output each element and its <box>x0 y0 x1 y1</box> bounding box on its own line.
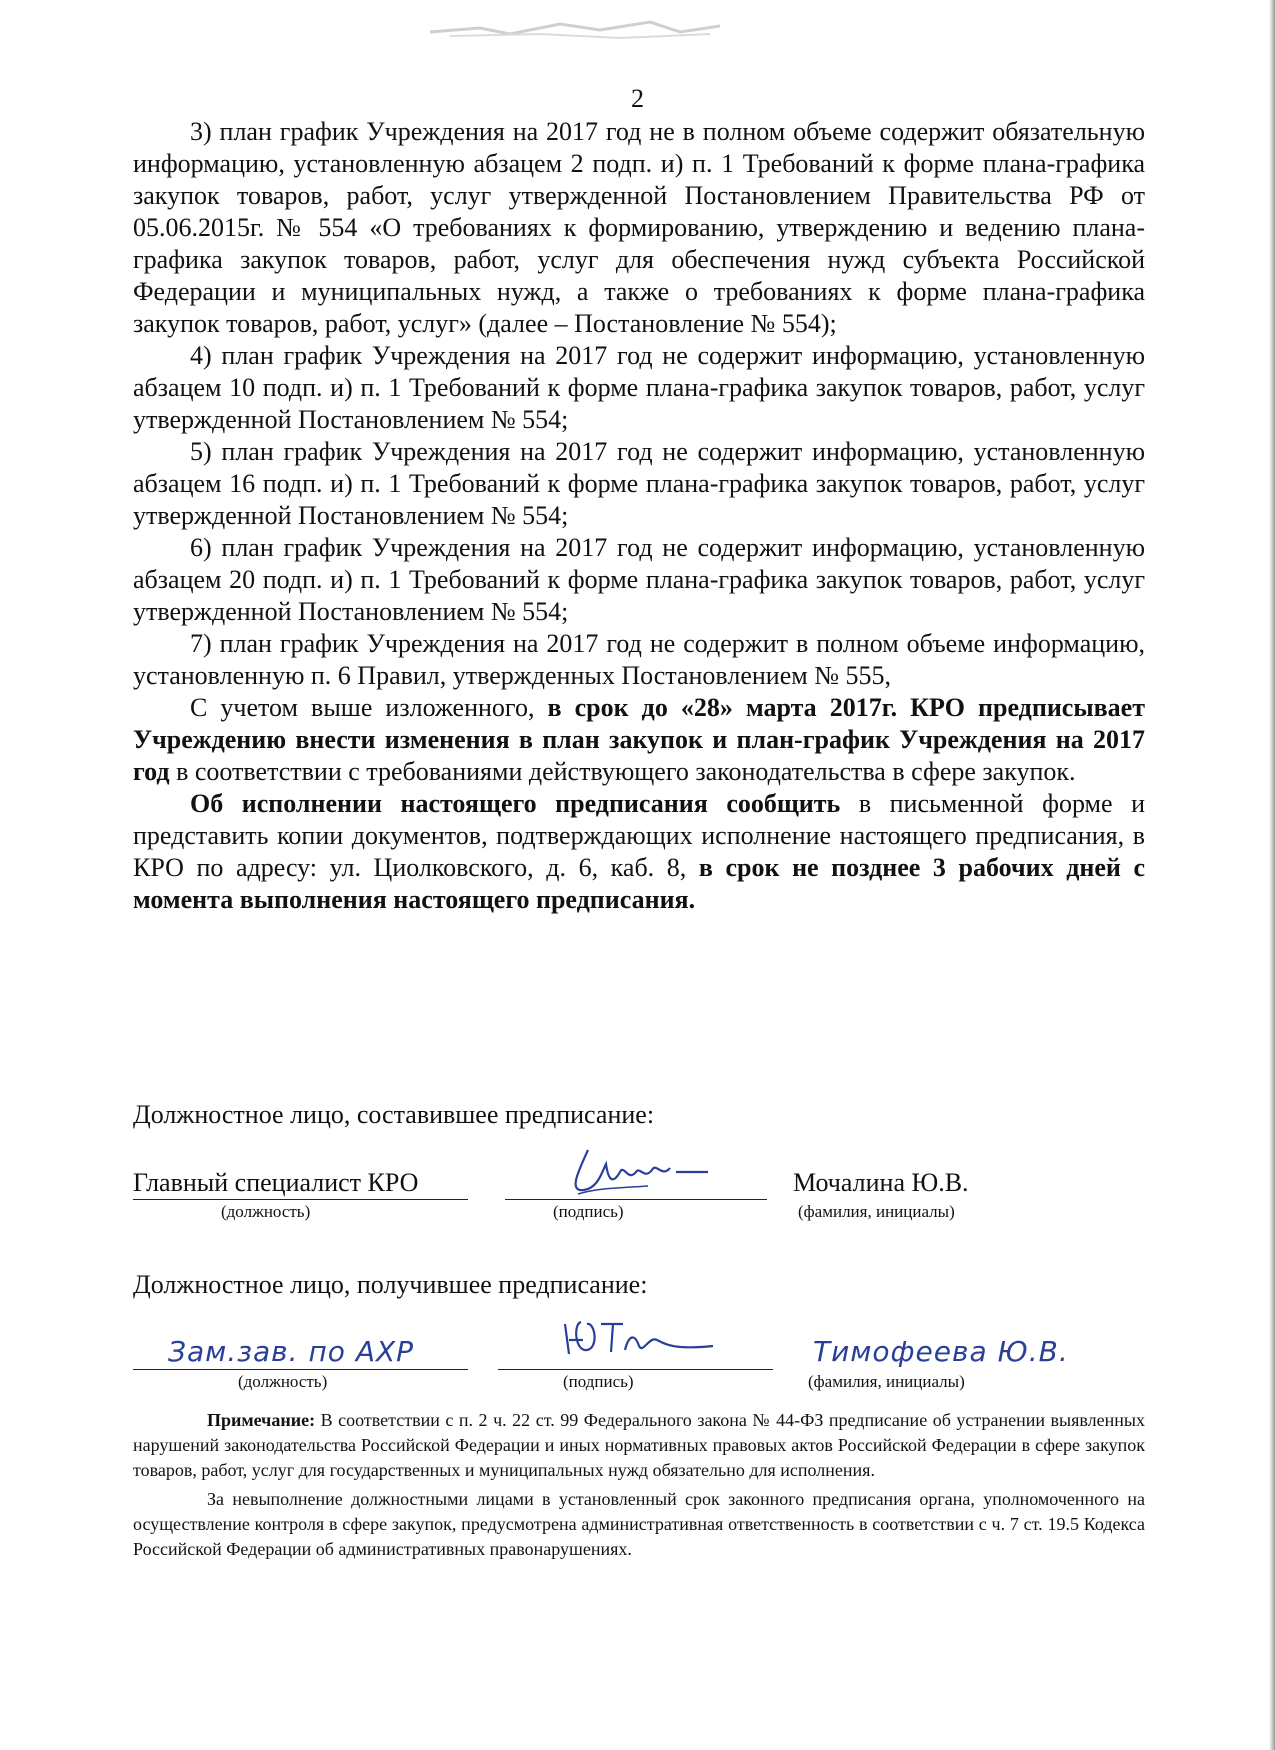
recipient-position-handwritten: Зам.зав. по АХР <box>168 1335 415 1368</box>
note-text-1: В соответствии с п. 2 ч. 22 ст. 99 Федерального закона № 44-ФЗ предписание об устранении выявленных нарушений законодательства Российской Федерации и иных нормативных правовых актов Российской Федерации в сфере закупок товаров, работ, услуг для государственных и муниципальных нужд обязательно для исполнения. <box>133 1410 1145 1480</box>
issuer-name: Мочалина Ю.В. <box>793 1168 969 1197</box>
note-paragraph-2: За невыполнение должностными лицами в установленный срок законного предписания органа, уполномоченного на осуществление контроля в сфере закупок, предусмотрена административная ответственность в соответствии с ч. 7 ст. 19.5 Кодекса Российской Федерации об административных правонарушениях. <box>133 1489 1145 1559</box>
conclusion-tail: в соответствии с требованиями действующего законодательства в сфере закупок. <box>169 757 1076 786</box>
issuer-position-line <box>133 1199 468 1200</box>
recipient-heading: Должностное лицо, получившее предписание: <box>133 1270 648 1299</box>
list-item-7: 7) план график Учреждения на 2017 год не содержит в полном объеме информацию, установленную п. 6 Правил, утвержденных Постановлением № 555, <box>133 629 1145 690</box>
recipient-position-line <box>133 1369 468 1370</box>
recipient-signature-row <box>133 1330 1133 1400</box>
issuer-signature <box>558 1142 718 1202</box>
issuer-name-field <box>793 1160 993 1200</box>
report-instruction: Об исполнении настоящего предписания сообщить <box>190 789 841 818</box>
issuer-position: Главный специалист КРО <box>133 1168 419 1197</box>
report-text: в письменной форме и представить копии документов, подтверждающих исполнение настоящего предписания, в КРО по адресу: ул. Циолковского, д. 6, каб. 8, <box>133 789 1145 882</box>
document-body <box>133 116 1145 916</box>
issuer-heading: Должностное лицо, составившее предписание: <box>133 1100 655 1129</box>
list-item-6: 6) план график Учреждения на 2017 год не содержит информацию, установленную абзацем 20 подп. и) п. 1 Требований к форме плана-графика закупок товаров, работ, услуг утвержденной Постановлением № 554; <box>133 533 1145 626</box>
report-deadline: в срок не позднее 3 рабочих дней с момента выполнения настоящего предписания. <box>133 853 1145 914</box>
note-paragraph-1 <box>133 1408 1145 1483</box>
recipient-signature <box>553 1310 723 1370</box>
issuer-signature-row <box>133 1160 1133 1230</box>
scan-edge-shadow <box>1269 0 1275 1750</box>
list-item-4: 4) план график Учреждения на 2017 год не содержит информацию, установленную абзацем 10 подп. и) п. 1 Требований к форме плана-графика закупок товаров, работ, услуг утвержденной Постановлением № 554; <box>133 341 1145 434</box>
issuer-position-field <box>133 1160 468 1200</box>
recipient-caption-name: (фамилия, инициалы) <box>808 1372 965 1391</box>
issuer-caption-signature: (подпись) <box>553 1202 624 1221</box>
issuer-caption-position: (должность) <box>221 1202 311 1221</box>
conclusion-paragraph <box>133 692 1145 788</box>
recipient-position-field <box>133 1330 468 1370</box>
scan-artifact <box>420 14 740 44</box>
recipient-caption-signature: (подпись) <box>563 1372 634 1391</box>
conclusion-lead: С учетом выше изложенного, <box>190 693 548 722</box>
issuer-caption-name: (фамилия, инициалы) <box>798 1202 955 1221</box>
recipient-caption-position: (должность) <box>238 1372 328 1391</box>
legal-note <box>133 1408 1145 1566</box>
page-number: 2 <box>631 84 644 113</box>
note-label: Примечание: <box>207 1410 316 1430</box>
list-item-3: 3) план график Учреждения на 2017 год не в полном объеме содержит обязательную информацию, установленную абзацем 2 подп. и) п. 1 Требований к форме плана-графика закупок товаров, работ, услуг утвержденной Постановлением Правительства РФ от 05.06.2015г. № 554 «О требованиях к формированию, утверждению и ведению плана-графика закупок товаров, работ, услуг для обеспечения нужд субъекта Российской Федерации и муниципальных нужд, а также о требованиях к форме плана-графика закупок товаров, работ, услуг» (далее – Постановление № 554); <box>133 117 1145 338</box>
conclusion-deadline: в срок до «28» марта 2017г. КРО предписывает Учреждению внести изменения в план закупок и план-график Учреждения на 2017 год <box>133 693 1145 786</box>
list-item-5: 5) план график Учреждения на 2017 год не содержит информацию, установленную абзацем 16 подп. и) п. 1 Требований к форме плана-графика закупок товаров, работ, услуг утвержденной Постановлением № 554; <box>133 437 1145 530</box>
recipient-name-field <box>803 1330 1103 1370</box>
report-paragraph <box>133 788 1145 916</box>
recipient-name-handwritten: Тимофеева Ю.В. <box>813 1335 1069 1368</box>
